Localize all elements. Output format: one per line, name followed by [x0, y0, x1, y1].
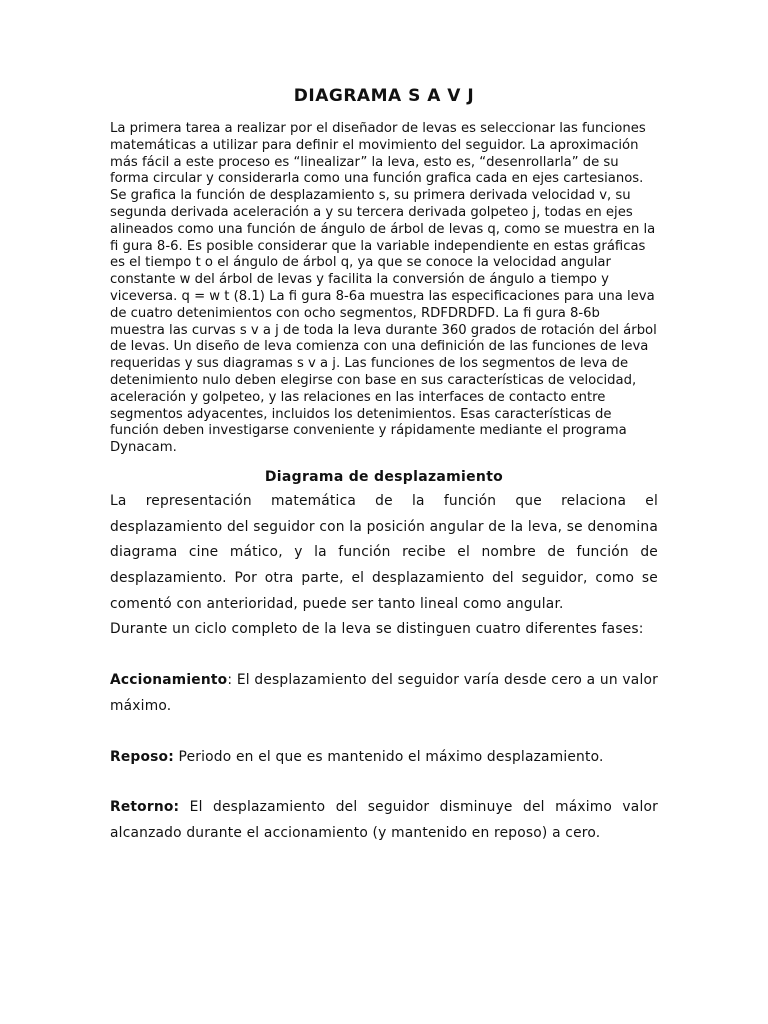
phase-description: : El desplazamiento del seguidor varía desde cero a un valor máximo.	[110, 672, 658, 714]
phase-description: Periodo en el que es mantenido el máximo desplazamiento.	[173, 748, 604, 765]
phase-reposo	[110, 745, 658, 771]
document-title: DIAGRAMA S A V J	[293, 86, 475, 106]
phase-description: El desplazamiento del seguidor disminuye del máximo valor alcanzado durante el accionamiento (y mantenido en reposo) a cero.	[110, 799, 658, 841]
phase-term: Accionamiento	[110, 672, 228, 689]
intro-paragraph: La primera tarea a realizar por el diseñador de levas es seleccionar las funciones matemáticas a utilizar para definir el movimiento del seguidor. La aproximación más fácil a este proceso es “linealizar” la leva, esto es, “desenrollarla” de su forma circular y considerarla como una función grafica cada en ejes cartesianos. Se grafica la función de desplazamiento s, su primera derivada velocidad v, su segunda derivada aceleración a y su tercera derivada golpeteo j, todas en ejes alineados como una función de ángulo de árbol de levas q, como se muestra en la fi gura 8-6. Es posible considerar que la variable independiente en estas gráficas es el tiempo t o el ángulo de árbol q, ya que se conoce la velocidad angular constante w del árbol de levas y facilita la conversión de ángulo a tiempo y viceversa. q = w t (8.1) La fi gura 8-6a muestra las especificaciones para una leva de cuatro detenimientos con ocho segmentos, RDFDRDFD. La fi gura 8-6b muestra las curvas s v a j de toda la leva durante 360 grados de rotación del árbol de levas. Un diseño de leva comienza con una definición de las funciones de leva requeridas y sus diagramas s v a j. Las funciones de los segmentos de leva de detenimiento nulo deben elegirse con base en sus características de velocidad, aceleración y golpeteo, y las relaciones en las interfaces de contacto entre segmentos adyacentes, incluidos los detenimientos. Esas características de función deben investigarse conveniente y rápidamente mediante el programa Dynacam.	[110, 121, 657, 456]
document-page	[110, 84, 658, 847]
phase-accionamiento	[110, 668, 658, 719]
section-paragraph-2: Durante un ciclo completo de la leva se distinguen cuatro diferentes fases:	[110, 621, 644, 638]
section-heading: Diagrama de desplazamiento	[264, 468, 504, 485]
phase-retorno	[110, 795, 658, 846]
spacer	[110, 770, 658, 795]
spacer	[110, 643, 658, 668]
phase-term: Reposo:	[110, 748, 174, 765]
section-paragraph-1: La representación matemática de la función que relaciona el desplazamiento del seguidor con la posición angular de la leva, se denomina diagrama cine mático, y la función recibe el nombre de función de desplazamiento. Por otra parte, el desplazamiento del seguidor, como se comentó con anterioridad, puede ser tanto lineal como angular.	[110, 492, 658, 612]
spacer	[110, 720, 658, 745]
phase-term: Retorno:	[110, 799, 180, 816]
